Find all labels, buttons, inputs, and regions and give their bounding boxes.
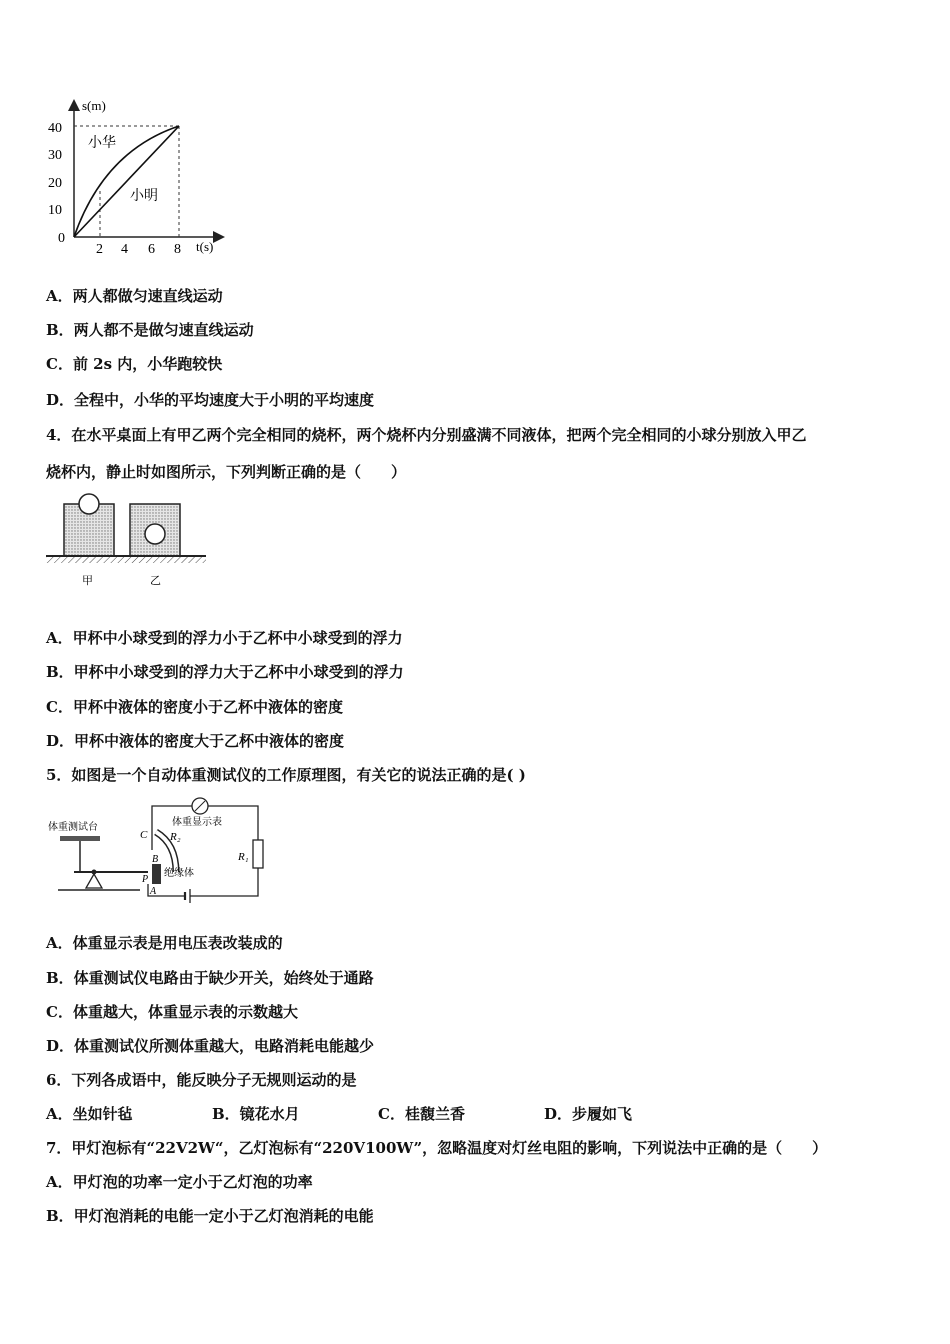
x-tick-6: 6 (148, 242, 155, 256)
label-a: A (150, 886, 157, 897)
y-axis-label: s(m) (82, 98, 106, 113)
q3-option-c: C．前 2s 内，小华跑较快 (46, 355, 223, 373)
q6-stem: 6．下列各成语中，能反映分子无规则运动的是 (46, 1071, 357, 1089)
q4-option-b: B．甲杯中小球受到的浮力大于乙杯中小球受到的浮力 (46, 663, 404, 681)
q3-option-b: B．两人都不是做匀速直线运动 (46, 321, 254, 339)
label-r2: R₂ (170, 831, 181, 843)
q6-option-a: A．坐如针毡 (46, 1105, 133, 1123)
beakers-figure (44, 488, 214, 593)
circuit-wire-bottom (190, 868, 258, 896)
circuit-figure (44, 792, 284, 904)
q5-option-d: D．体重测试仪所测体重越大，电路消耗电能越少 (46, 1037, 375, 1055)
q6-option-b: B．镜花水月 (212, 1105, 300, 1123)
slider-insulator (152, 864, 161, 884)
label-platform: 体重测试台 (48, 822, 98, 833)
q6-option-c: C．桂馥兰香 (378, 1105, 465, 1123)
y-tick-40: 40 (48, 121, 62, 136)
label-b: B (152, 854, 159, 865)
label-insulator: 绝缘体 (164, 868, 194, 879)
q6-options (46, 1104, 632, 1124)
q7-stem: 7．甲灯泡标有“22V2W“，乙灯泡标有“220V100W”，忽略温度对灯丝电阻的影响，下列说法中正确的是（ ） (46, 1139, 828, 1157)
label-c: C (140, 829, 148, 841)
label-jia: 甲 (82, 575, 93, 587)
q4-option-d: D．甲杯中液体的密度大于乙杯中液体的密度 (46, 732, 345, 750)
q5-option-b: B．体重测试仪电路由于缺少开关，始终处于通路 (46, 969, 374, 987)
q5-option-c: C．体重越大，体重显示表的示数越大 (46, 1003, 298, 1021)
label-xiaoming: 小明 (130, 189, 158, 204)
y-tick-30: 30 (48, 148, 62, 163)
q4-option-c: C．甲杯中液体的密度小于乙杯中液体的密度 (46, 698, 343, 716)
q7-option-a: A．甲灯泡的功率一定小于乙灯泡的功率 (46, 1173, 313, 1191)
tabletop-hatch (46, 557, 206, 563)
label-xiaohua: 小华 (88, 136, 116, 151)
ball-jia (79, 494, 99, 514)
x-tick-8: 8 (174, 242, 181, 256)
s-t-graph (44, 96, 234, 256)
x-tick-4: 4 (121, 242, 128, 256)
q4-option-a: A．甲杯中小球受到的浮力小于乙杯中小球受到的浮力 (46, 629, 403, 647)
y-tick-0: 0 (58, 231, 65, 246)
x-tick-2: 2 (96, 242, 103, 256)
y-tick-10: 10 (48, 203, 62, 218)
label-display: 体重显示表 (172, 817, 222, 828)
q4-stem-line1: 4．在水平桌面上有甲乙两个完全相同的烧杯，两个烧杯内分别盛满不同液体，把两个完全相同的小球分别放入甲乙 (46, 426, 807, 444)
label-r1: R₁ (238, 851, 249, 863)
y-tick-20: 20 (48, 176, 62, 191)
ball-yi (145, 524, 165, 544)
q4-stem-line2: 烧杯内，静止时如图所示，下列判断正确的是（ ） (46, 463, 407, 481)
q7-option-b: B．甲灯泡消耗的电能一定小于乙灯泡消耗的电能 (46, 1207, 374, 1225)
label-p: P (142, 874, 149, 885)
resistor-r1 (253, 840, 263, 868)
test-platform (60, 836, 100, 841)
fulcrum (86, 874, 102, 888)
q5-stem: 5．如图是一个自动体重测试仪的工作原理图，有关它的说法正确的是( ) (46, 766, 526, 784)
q6-option-d: D．步履如飞 (544, 1105, 633, 1123)
q3-option-d: D．全程中，小华的平均速度大于小明的平均速度 (46, 391, 375, 409)
q3-option-a: A．两人都做匀速直线运动 (46, 287, 223, 305)
label-yi: 乙 (150, 575, 161, 587)
x-axis-label: t(s) (196, 239, 214, 254)
q5-option-a: A．体重显示表是用电压表改装成的 (46, 934, 283, 952)
